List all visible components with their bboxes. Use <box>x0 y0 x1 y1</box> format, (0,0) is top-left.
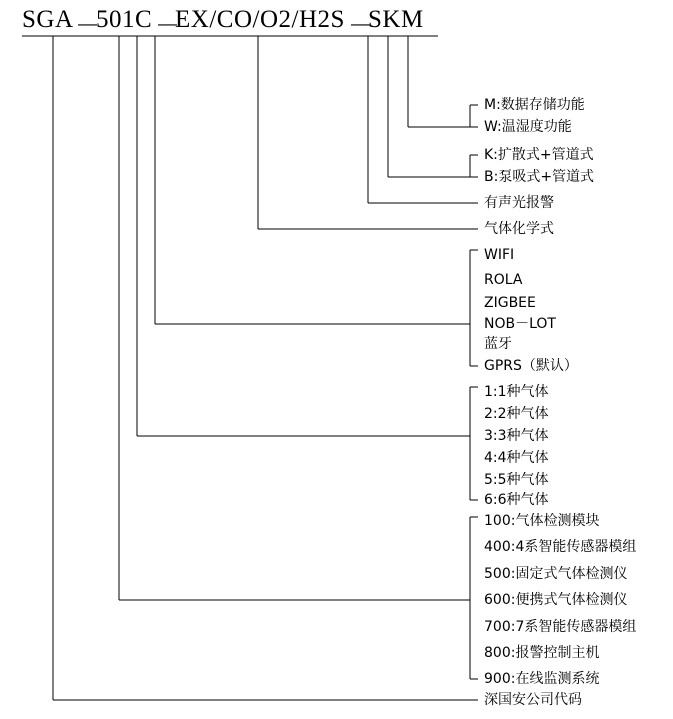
label-product-series-options-4: 700:7系智能传感器模组 <box>484 619 637 635</box>
label-communication-options-5: GPRS（默认） <box>484 358 578 374</box>
label-product-series-options-5: 800:报警控制主机 <box>484 645 600 661</box>
code-segment-0: SGA <box>22 6 74 33</box>
label-gas-chemical-type-0: 气体化学式 <box>484 221 554 237</box>
label-gas-count-options-0: 1:1种气体 <box>484 384 549 400</box>
label-communication-options-3: NOB－LOT <box>484 316 556 332</box>
label-sampling-type-0: K:扩散式+管道式 <box>484 147 594 163</box>
label-product-series-options-0: 100:气体检测模块 <box>484 513 600 529</box>
label-alarm-type-0: 有声光报警 <box>484 195 554 211</box>
label-gas-count-options-1: 2:2种气体 <box>484 406 549 422</box>
label-communication-options-4: 蓝牙 <box>484 336 512 352</box>
label-product-series-options-1: 400:4系智能传感器模组 <box>484 539 637 555</box>
label-storage-and-environment-functions-0: M:数据存储功能 <box>484 97 585 113</box>
code-segment-3: － <box>155 13 181 40</box>
label-sampling-type-1: B:泵吸式+管道式 <box>484 169 595 185</box>
label-communication-options-2: ZIGBEE <box>484 295 536 311</box>
label-product-series-options-6: 900:在线监测系统 <box>484 671 600 687</box>
label-communication-options-1: ROLA <box>484 272 523 288</box>
label-product-series-options-2: 500:固定式气体检测仪 <box>484 566 628 582</box>
label-gas-count-options-3: 4:4种气体 <box>484 450 549 466</box>
code-segment-4: EX/CO/O2/H2S <box>175 6 345 33</box>
label-storage-and-environment-functions-1: W:温湿度功能 <box>484 119 572 135</box>
code-segment-5: － <box>348 13 374 40</box>
code-segment-1: － <box>75 13 101 40</box>
label-product-series-options-3: 600:便携式气体检测仪 <box>484 592 628 608</box>
label-company-code-0: 深国安公司代码 <box>484 692 582 708</box>
label-gas-count-options-5: 6:6种气体 <box>484 492 549 508</box>
label-gas-count-options-2: 3:3种气体 <box>484 428 549 444</box>
code-segment-6: SKM <box>368 6 424 33</box>
code-segment-2: 501C <box>96 6 153 33</box>
label-communication-options-0: WIFI <box>484 247 515 263</box>
label-gas-count-options-4: 5:5种气体 <box>484 472 549 488</box>
